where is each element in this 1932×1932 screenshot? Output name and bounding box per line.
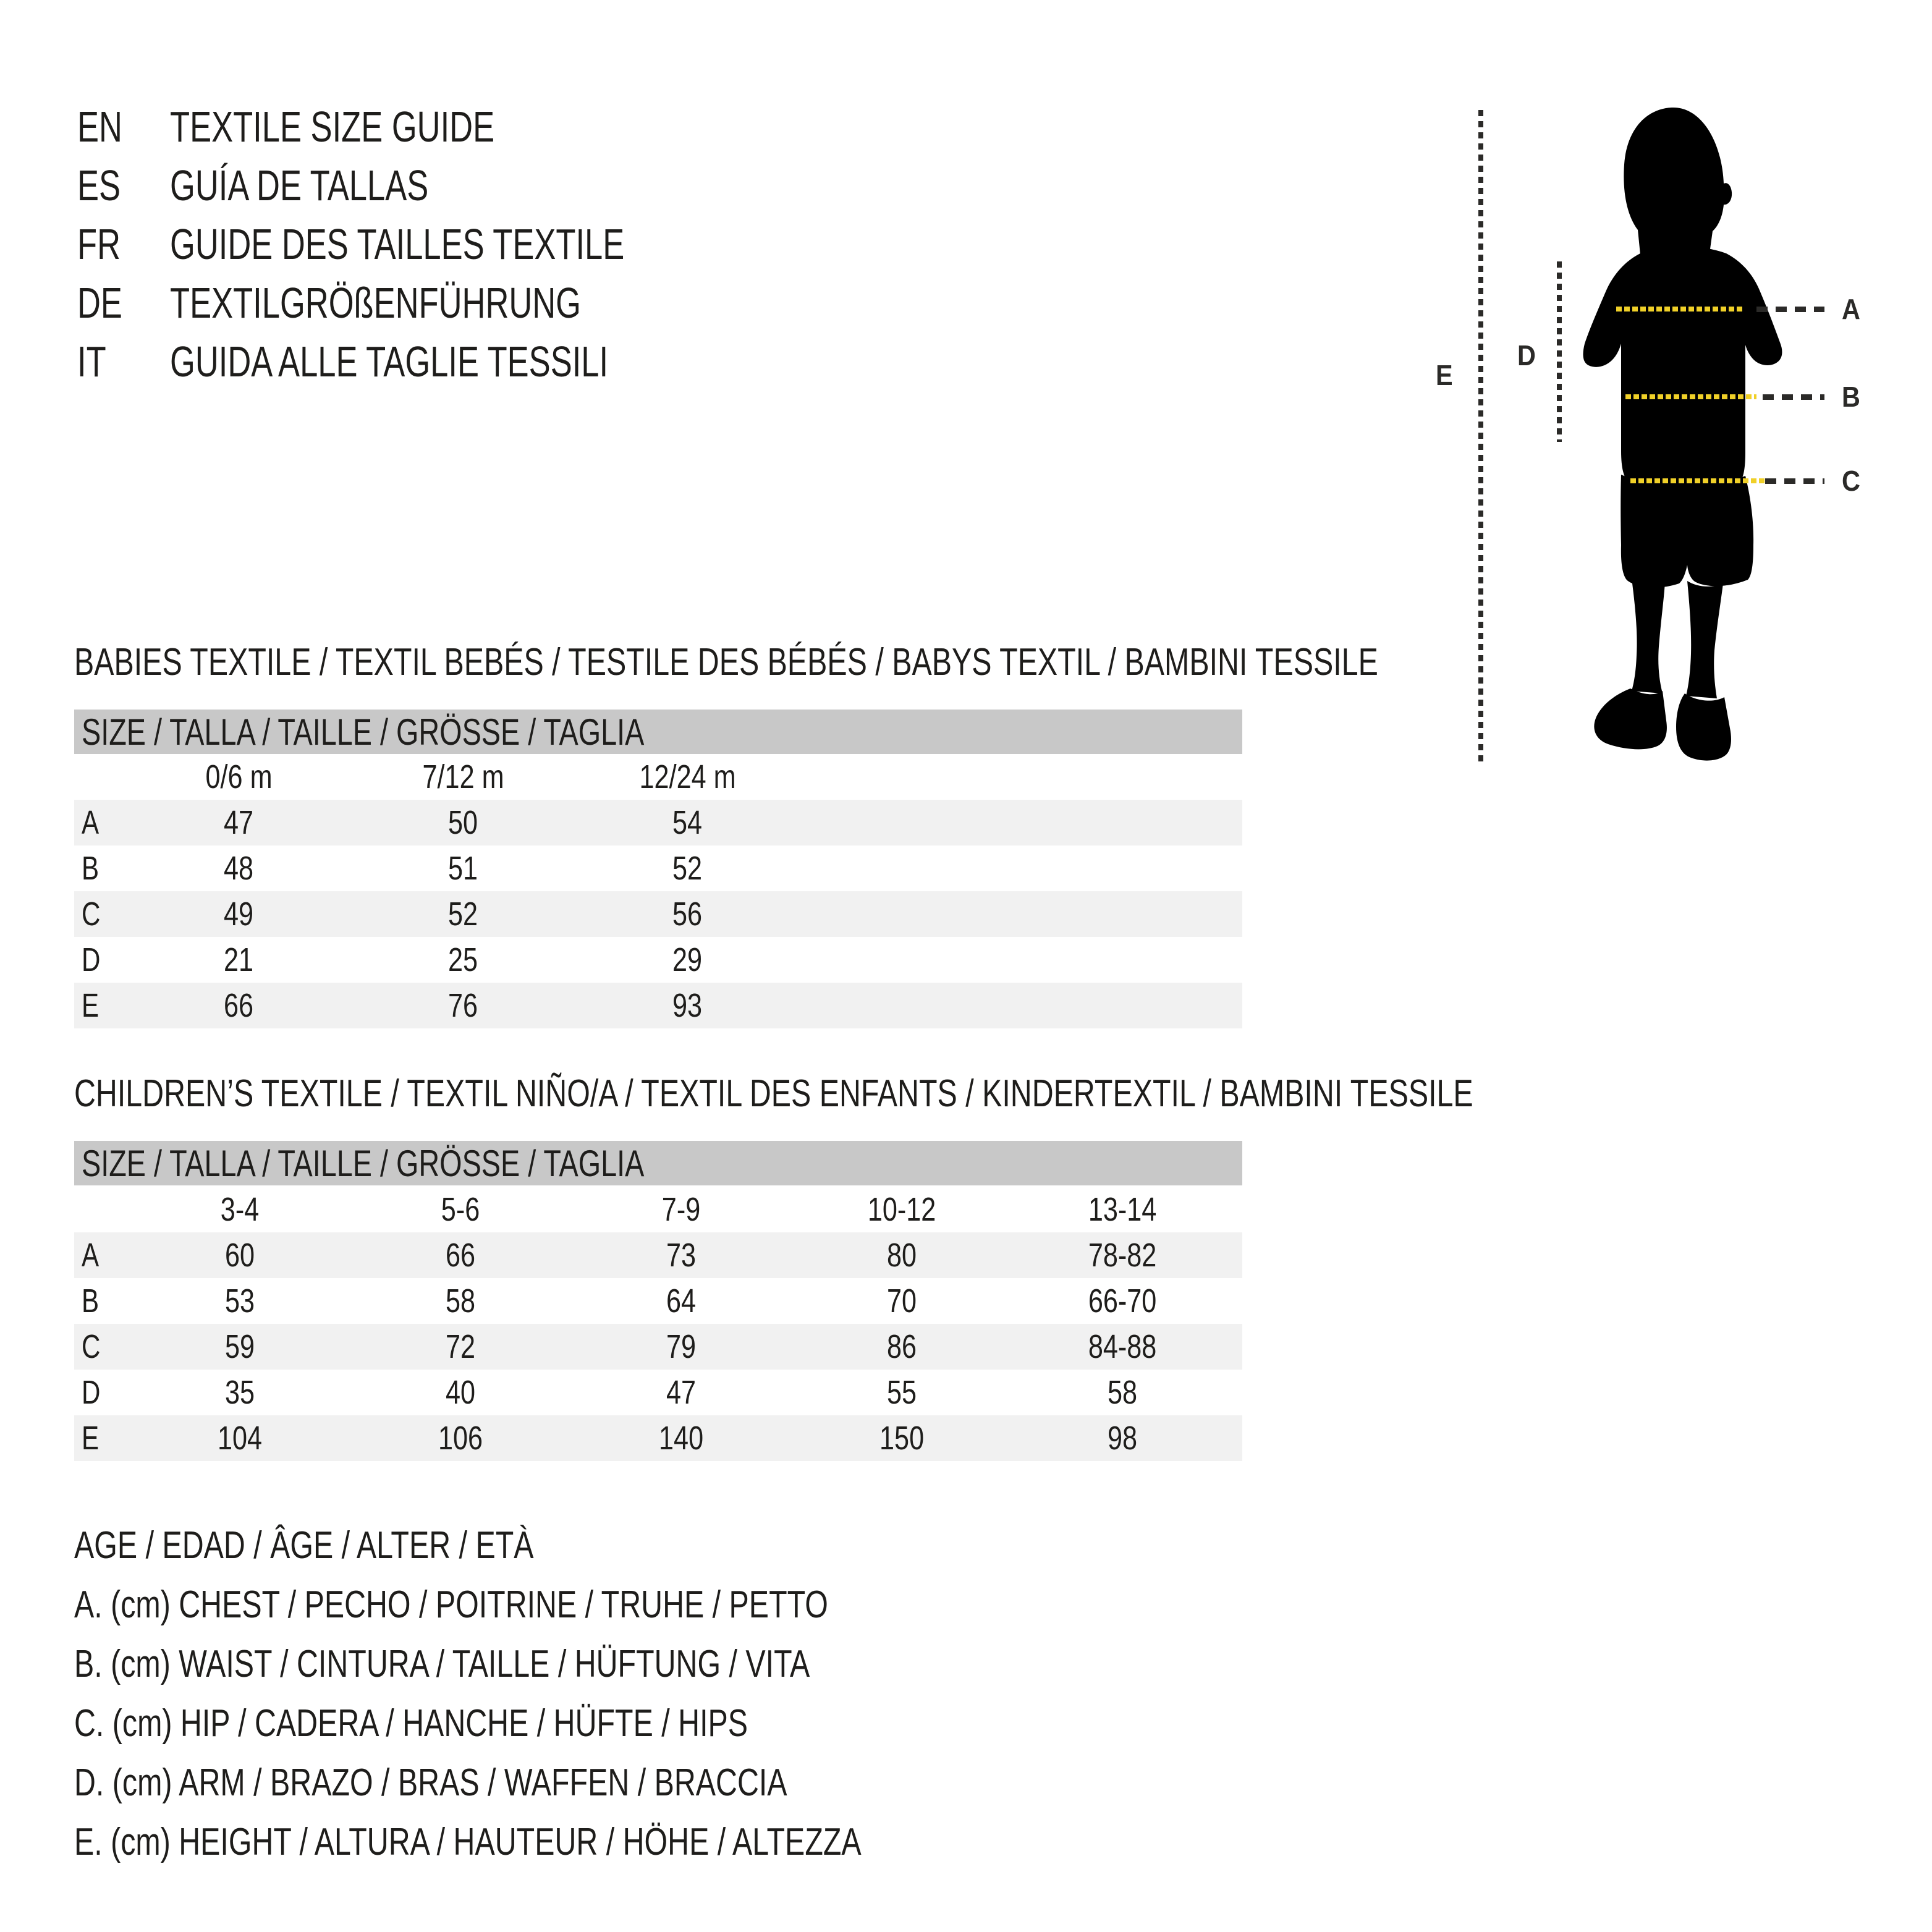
lang-code: EN (77, 102, 122, 151)
size-value: 73 (666, 1237, 697, 1274)
legend-chest: A. (cm) CHEST / PECHO / POITRINE / TRUHE / PETTO (74, 1583, 828, 1626)
diagram-label-b: B (1842, 381, 1860, 413)
column-header: 0/6 m (205, 758, 273, 795)
size-value: 104 (218, 1420, 263, 1457)
babies-size-header-bar: SIZE / TALLA / TAILLE / GRÖSSE / TAGLIA (74, 710, 1242, 754)
size-value: 54 (672, 804, 703, 841)
size-value: 78-82 (1088, 1237, 1157, 1274)
children-column-header-row (74, 1187, 1242, 1232)
diagram-label-c: C (1842, 465, 1860, 497)
lang-code: IT (77, 337, 106, 386)
row-label: D (82, 1374, 101, 1411)
table-row (74, 845, 1242, 891)
language-title-list (77, 97, 776, 391)
row-label: E (82, 1420, 100, 1457)
size-value: 25 (448, 941, 478, 978)
legend-age: AGE / EDAD / ÂGE / ALTER / ETÀ (74, 1523, 534, 1567)
size-value: 106 (438, 1420, 483, 1457)
column-header: 13-14 (1088, 1191, 1157, 1228)
size-value: 29 (672, 941, 703, 978)
row-label: C (82, 896, 101, 933)
row-label: B (82, 1282, 100, 1320)
measurement-legend (74, 1515, 1083, 1871)
legend-height: E. (cm) HEIGHT / ALTURA / HAUTEUR / HÖHE / ALTEZZA (74, 1820, 862, 1863)
table-row (74, 983, 1242, 1028)
waist-line-leader (1763, 394, 1824, 400)
column-header: 7-9 (662, 1191, 701, 1228)
size-value: 58 (1108, 1374, 1138, 1411)
size-value: 40 (446, 1374, 476, 1411)
table-row (74, 800, 1242, 845)
diagram-label-a: A (1842, 293, 1860, 325)
children-section-heading: CHILDREN’S TEXTILE / TEXTIL NIÑO/A / TEXTIL DES ENFANTS / KINDERTEXTIL / BAMBINI TESSILE (74, 1072, 1473, 1115)
size-value: 79 (666, 1328, 697, 1365)
column-header: 7/12 m (422, 758, 504, 795)
size-value: 50 (448, 804, 478, 841)
lang-row-es (77, 156, 776, 214)
table-row (74, 1370, 1242, 1415)
size-value: 76 (448, 987, 478, 1024)
chest-line-yellow (1616, 307, 1745, 311)
size-value: 93 (672, 987, 703, 1024)
lang-title: TEXTILE SIZE GUIDE (170, 102, 495, 151)
column-header: 12/24 m (639, 758, 736, 795)
lang-row-fr (77, 214, 776, 273)
babies-section-heading: BABIES TEXTILE / TEXTIL BEBÉS / TESTILE DES BÉBÉS / BABYS TEXTIL / BAMBINI TESSILE (74, 641, 1378, 684)
size-value: 70 (887, 1282, 917, 1320)
row-label: D (82, 941, 101, 978)
table-row (74, 1232, 1242, 1278)
lang-code: DE (77, 278, 122, 327)
children-size-header-bar: SIZE / TALLA / TAILLE / GRÖSSE / TAGLIA (74, 1141, 1242, 1185)
size-value: 59 (225, 1328, 255, 1365)
size-value: 35 (225, 1374, 255, 1411)
size-value: 84-88 (1088, 1328, 1157, 1365)
size-value: 53 (225, 1282, 255, 1320)
column-header: 5-6 (441, 1191, 480, 1228)
size-value: 47 (224, 804, 254, 841)
lang-title: GUIDE DES TAILLES TEXTILE (170, 219, 625, 268)
lang-row-de (77, 273, 776, 332)
row-label: A (82, 804, 100, 841)
diagram-label-d: D (1517, 339, 1536, 371)
lang-title: GUIDA ALLE TAGLIE TESSILI (170, 337, 609, 386)
chest-line-leader (1756, 307, 1824, 312)
size-value: 49 (224, 896, 254, 933)
legend-waist: B. (cm) WAIST / CINTURA / TAILLE / HÜFTUNG / VITA (74, 1642, 810, 1685)
lang-title: TEXTILGRÖßENFÜHRUNG (170, 278, 582, 327)
row-label: A (82, 1237, 100, 1274)
row-label: E (82, 987, 100, 1024)
hip-line-leader (1765, 478, 1824, 484)
lang-row-it (77, 332, 776, 391)
size-value: 60 (225, 1237, 255, 1274)
row-label: B (82, 850, 100, 887)
legend-hip: C. (cm) HIP / CADERA / HANCHE / HÜFTE / HIPS (74, 1701, 748, 1745)
hip-line-yellow (1630, 478, 1769, 483)
table-row (74, 1324, 1242, 1370)
table-row (74, 937, 1242, 983)
size-value: 86 (887, 1328, 917, 1365)
waist-line-yellow (1625, 394, 1756, 399)
babies-column-header-row (74, 754, 1242, 800)
size-value: 140 (659, 1420, 704, 1457)
legend-arm: D. (cm) ARM / BRAZO / BRAS / WAFFEN / BRACCIA (74, 1761, 787, 1804)
size-value: 48 (224, 850, 254, 887)
lang-title: GUÍA DE TALLAS (170, 161, 429, 210)
size-value: 98 (1108, 1420, 1138, 1457)
size-value: 47 (666, 1374, 697, 1411)
size-value: 52 (448, 896, 478, 933)
size-value: 150 (879, 1420, 925, 1457)
size-value: 55 (887, 1374, 917, 1411)
lang-code: FR (77, 219, 121, 268)
size-value: 21 (224, 941, 254, 978)
size-value: 64 (666, 1282, 697, 1320)
lang-row-en (77, 97, 776, 156)
size-value: 66 (446, 1237, 476, 1274)
size-value: 58 (446, 1282, 476, 1320)
size-value: 66 (224, 987, 254, 1024)
size-value: 52 (672, 850, 703, 887)
table-row (74, 1415, 1242, 1461)
table-row (74, 1278, 1242, 1324)
size-value: 66-70 (1088, 1282, 1157, 1320)
arm-measurement-line-D (1557, 261, 1562, 442)
size-value: 56 (672, 896, 703, 933)
lang-code: ES (77, 161, 121, 210)
table-row (74, 891, 1242, 937)
column-header: 10-12 (868, 1191, 936, 1228)
row-label: C (82, 1328, 101, 1365)
column-header: 3-4 (221, 1191, 260, 1228)
size-value: 80 (887, 1237, 917, 1274)
size-value: 51 (448, 850, 478, 887)
size-value: 72 (446, 1328, 476, 1365)
diagram-label-e: E (1436, 359, 1453, 391)
